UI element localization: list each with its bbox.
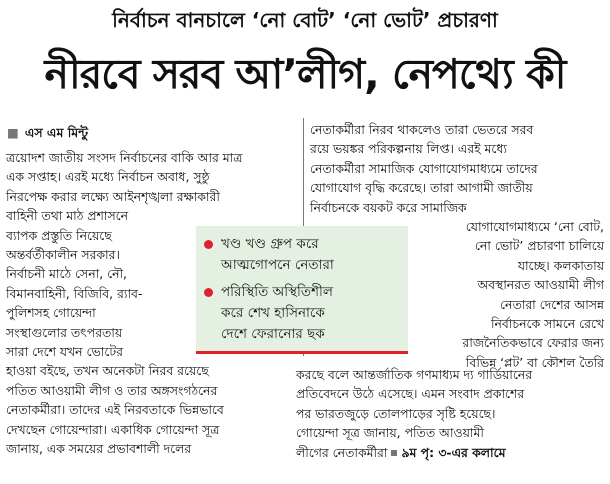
body-line: নো ভোট’ প্রচারণা চালিয়ে — [474, 238, 604, 254]
bullet-icon — [204, 240, 213, 249]
body-line: নির্বাচনকে সামনে রেখে — [490, 316, 604, 332]
body-line: নির্বাচনকে বয়কট করে সামাজিক — [310, 199, 467, 215]
body-line: নিরপেক্ষ করার লক্ষ্যে আইনশৃঙ্খলা রক্ষাকারী — [6, 188, 220, 204]
kicker-headline: নির্বাচন বানচালে ‘নো বোট’ ‘নো ভোট’ প্রচারণা — [112, 8, 498, 32]
pull-quote-underline — [196, 351, 408, 354]
body-line: নেতাকর্মীরা। তাদের এই নিরবতাকে ভিন্নভাবে — [6, 402, 224, 418]
body-line: বিভিন্ন ‘প্লট’ বা কৌশল তৈরি — [465, 354, 604, 370]
bullet-icon — [204, 288, 213, 297]
body-line: রয়ে ভয়ঙ্কর পরিকল্পনায় লিপ্ত। এরই মধ্যে — [310, 141, 507, 157]
pull-quote-line: খণ্ড খণ্ড গ্রুপ করে — [221, 236, 319, 252]
body-line: যোগাযোগ বৃদ্ধি করেছে। তারা আগামী জাতীয় — [310, 180, 533, 196]
body-line: বিমানবাহিনী, বিজিবি, র‍্যাব- — [6, 285, 143, 301]
author-name: এস এম মিন্টু — [24, 125, 89, 140]
body-line: গোয়েন্দা সূত্র জানায়, পতিত আওয়ামী — [296, 425, 484, 441]
body-line: নেতাকর্মীরা সামাজিক যোগাযোগমাধ্যমে তাদের — [310, 160, 538, 176]
body-line: নির্বাচনী মাঠে সেনা, নৌ, — [6, 266, 127, 282]
body-line: অন্তর্বর্তীকালীন সরকার। — [6, 247, 120, 263]
pull-quote-item-1 — [204, 234, 334, 276]
article-bottom-block — [296, 365, 604, 462]
byline — [7, 125, 88, 145]
pull-quote-item-2 — [204, 282, 333, 345]
body-line: পতিত আওয়ামী লীগ ও তার অঙ্গসংগঠনের — [6, 382, 218, 398]
body-line-text: লীগের নেতাকর্মীরা — [296, 444, 388, 460]
body-line: নেতাকর্মীরা নিরব থাকলেও তারা ভেতরে সরব — [310, 122, 534, 137]
body-line: পর ভারতজুড়ে তোলপাড়ের সৃষ্টি হয়েছে। — [296, 405, 496, 421]
body-line: হাওয়া বইছে, তখন অনেকটা নিরব রয়েছে — [6, 363, 209, 379]
body-line: পুলিশসহ গোয়েন্দা — [6, 305, 96, 321]
pull-quote-line: পরিস্থিতি অস্থিতিশীল — [221, 284, 333, 300]
body-line: যাচ্ছে। কলকাতায় — [517, 257, 604, 273]
pull-quote-line: করে শেখ হাসিনাকে — [221, 305, 325, 321]
body-line: সারা দেশে যখন ভোটের — [6, 344, 123, 360]
jump-square-icon — [391, 450, 397, 456]
body-line: নেতারা দেশের আসন্ন — [500, 296, 604, 312]
body-line: বাহিনী তথা মাঠ প্রশাসনে — [6, 208, 129, 224]
body-line: অবস্থানরত আওয়ামী লীগ — [477, 277, 604, 293]
body-line: জানায়, এক সময়ের প্রভাবশালী দলের — [6, 441, 192, 457]
body-line: করছে বলে আন্তর্জাতিক গণমাধ্যম দ্য গার্ডিয়ানের — [296, 367, 533, 382]
body-line: এক সপ্তাহ। এরই মধ্যে নির্বাচন অবাধ, সুষ্ঠু — [6, 169, 210, 185]
pull-quote-line: দেশে ফেরানোর ছক — [221, 326, 325, 342]
body-line: যোগাযোগমাধ্যমে ‘নো বোট, — [465, 219, 604, 235]
body-line-with-jump — [296, 443, 604, 462]
body-line: রাজনৈতিকভাবে ফেরার জন্য — [462, 335, 604, 351]
jump-text: ৯ম পৃ: ৩-এর কলামে — [401, 444, 506, 460]
continued-on-page — [387, 445, 505, 460]
body-line: দেখছেন গোয়েন্দারা। একাধিক গোয়েন্দা সূত্র — [6, 421, 220, 437]
byline-square-icon: ■ — [7, 125, 19, 140]
pull-quote-line: আত্মগোপনে নেতারা — [221, 257, 334, 273]
main-headline: নীরবে সরব আ’লীগ, নেপথ্যে কী — [44, 50, 566, 98]
body-line: সংস্থাগুলোর তৎপরতায় — [6, 324, 123, 340]
pull-quote-box — [196, 226, 408, 354]
body-line: প্রতিবেদনে উঠে এসেছে। এমন সংবাদ প্রকাশের — [296, 386, 525, 402]
body-line: ত্রয়োদশ জাতীয় সংসদ নির্বাচনের বাকি আর মাত্র — [6, 150, 243, 165]
body-line: ব্যাপক প্রস্তুতি নিয়েছে — [6, 227, 112, 243]
